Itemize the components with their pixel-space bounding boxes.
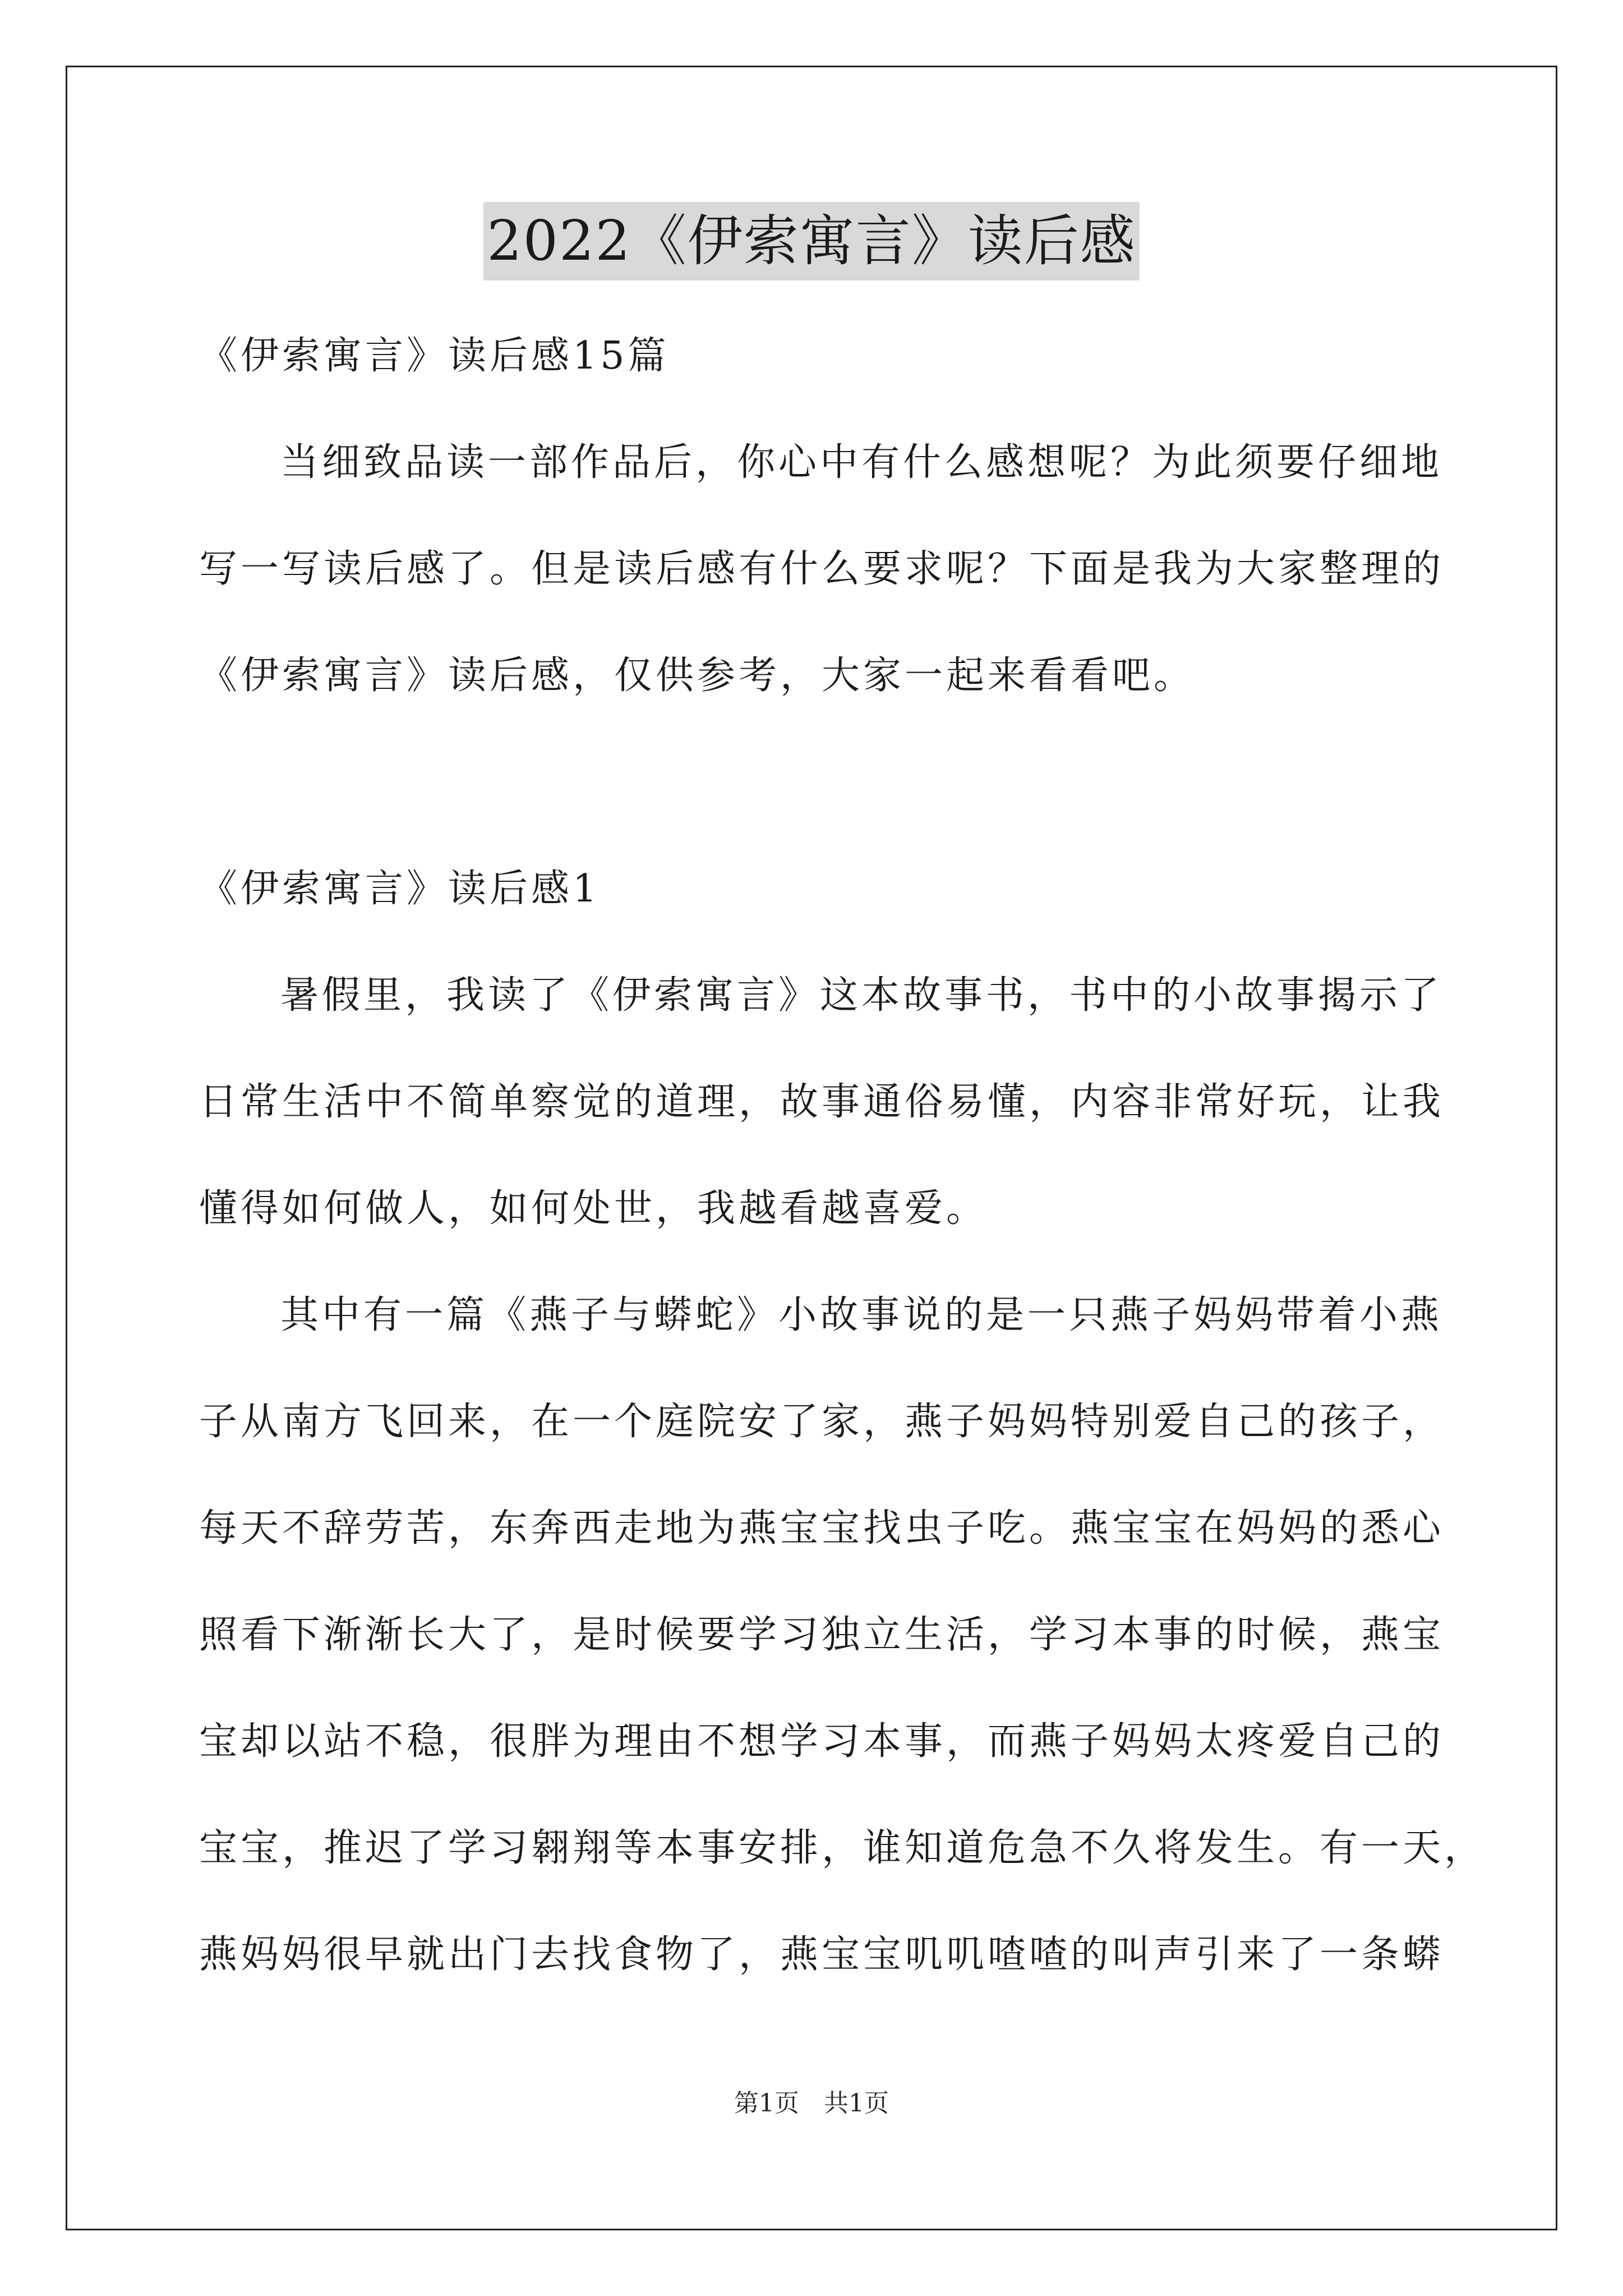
paragraph-line: 子从南方飞回来，在一个庭院安了家，燕子妈妈特别爱自己的孩子， <box>199 1400 1445 1444</box>
paragraph-line: 宝宝，推迟了学习翱翔等本事安排，谁知道危急不久将发生。有一天， <box>199 1826 1486 1870</box>
intro-line: 当细致品读一部作品后，你心中有什么感想呢？为此须要仔细地 <box>280 440 1443 485</box>
paragraph-line: 暑假里，我读了《伊索寓言》这本故事书，书中的小故事揭示了 <box>280 973 1443 1018</box>
paragraph-line: 照看下渐渐长大了，是时候要学习独立生活，学习本事的时候，燕宝 <box>199 1613 1445 1657</box>
paragraph-line: 燕妈妈很早就出门去找食物了，燕宝宝叽叽喳喳的叫声引来了一条蟒 <box>199 1932 1445 1977</box>
intro-line: 《伊索寓言》读后感，仅供参考，大家一起来看看吧。 <box>199 654 1196 698</box>
blank-line <box>199 729 1427 836</box>
section-heading: 《伊索寓言》读后感1 <box>199 867 601 911</box>
page-footer: 第1页 共1页 <box>734 2089 889 2118</box>
document-body <box>199 303 1486 2008</box>
paragraph-line: 懂得如何做人，如何处世，我越看越喜爱。 <box>199 1186 988 1231</box>
paragraph-line: 日常生活中不简单察觉的道理，故事通俗易懂，内容非常好玩，让我 <box>199 1080 1445 1124</box>
paragraph-line: 每天不辞劳苦，东奔西走地为燕宝宝找虫子吃。燕宝宝在妈妈的悉心 <box>199 1506 1445 1550</box>
paragraph-line: 宝却以站不稳，很胖为理由不想学习本事，而燕子妈妈太疼爱自己的 <box>199 1719 1445 1764</box>
paragraph-line: 其中有一篇《燕子与蟒蛇》小故事说的是一只燕子妈妈带着小燕 <box>280 1293 1443 1337</box>
title-container <box>0 202 1623 280</box>
intro-line: 写一写读后感了。但是读后感有什么要求呢？下面是我为大家整理的 <box>199 547 1445 591</box>
document-subtitle: 《伊索寓言》读后感15篇 <box>199 334 670 378</box>
document-title: 2022《伊索寓言》读后感 <box>483 202 1139 280</box>
